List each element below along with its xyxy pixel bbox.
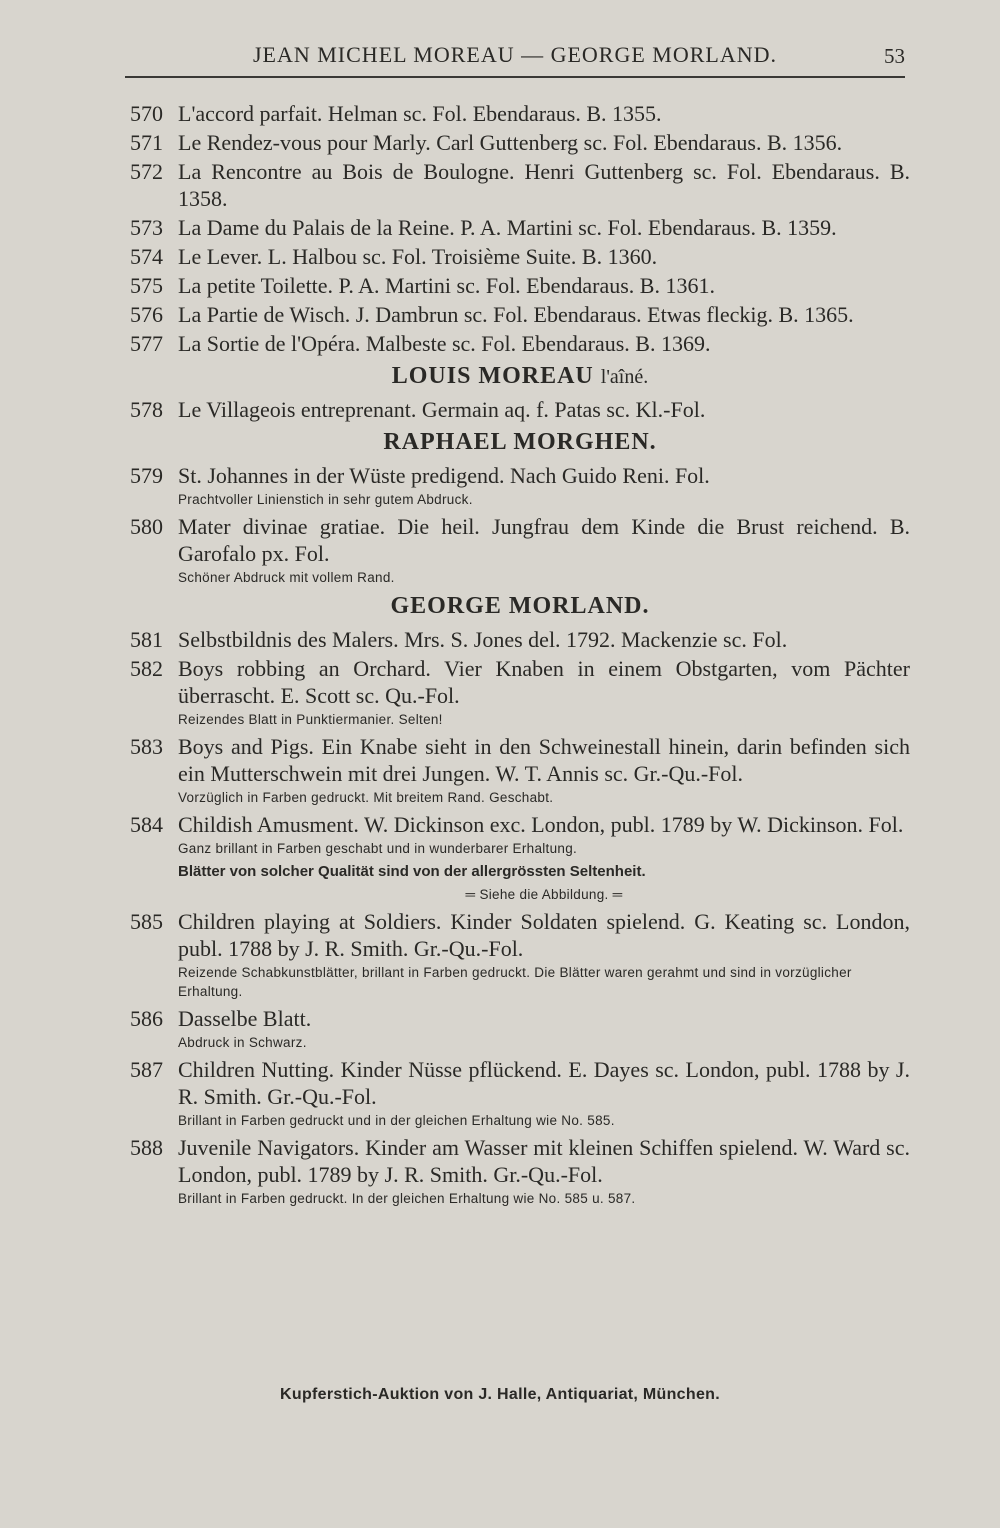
lot-577 xyxy=(130,330,910,357)
lot-description: Selbstbildnis des Malers. Mrs. S. Jones del. 1792. Mackenzie sc. Fol. xyxy=(178,627,788,652)
lot-note: Abdruck in Schwarz. xyxy=(178,1035,307,1050)
lot-description: Le Villageois entreprenant. Germain aq. f. Patas sc. Kl.-Fol. xyxy=(178,397,706,422)
lot-587 xyxy=(130,1056,910,1130)
lot-number: 575 xyxy=(130,273,163,298)
lot-note: Brillant in Farben gedruckt und in der gleichen Erhaltung wie No. 585. xyxy=(178,1113,615,1128)
header-title: JEAN MICHEL MOREAU — GEORGE MORLAND. xyxy=(252,42,778,67)
lot-588 xyxy=(130,1134,910,1208)
lot-note: Vorzüglich in Farben gedruckt. Mit breitem Rand. Geschabt. xyxy=(178,790,554,805)
lot-number: 571 xyxy=(130,130,163,155)
lot-number: 570 xyxy=(130,101,163,126)
lot-number: 573 xyxy=(130,215,163,240)
lot-description: Boys and Pigs. Ein Knabe sieht in den Schweinestall hinein, darin befinden sich ein Mutterschwein mit drei Jungen. W. T. Annis sc. Gr.-Qu.-Fol. xyxy=(178,734,910,786)
artist-name: RAPHAEL MORGHEN. xyxy=(383,429,657,455)
lot-note-rarity: Blätter von solcher Qualität sind von der allergrössten Seltenheit. xyxy=(178,863,646,880)
lot-description: Mater divinae gratiae. Die heil. Jungfrau dem Kinde die Brust reichend. B. Garofalo px. Fol. xyxy=(178,514,910,566)
lot-581 xyxy=(130,626,910,653)
lot-573 xyxy=(130,214,910,241)
lot-description: Dasselbe Blatt. xyxy=(178,1006,312,1031)
lot-number: 580 xyxy=(130,514,163,539)
page-footer: Kupferstich-Auktion von J. Halle, Antiquariat, München. xyxy=(280,1386,720,1403)
artist-name: LOUIS MOREAU xyxy=(391,363,594,389)
lot-number: 583 xyxy=(130,734,163,759)
lot-description: Le Rendez-vous pour Marly. Carl Guttenberg sc. Fol. Ebendaraus. B. 1356. xyxy=(178,130,843,155)
lot-582 xyxy=(130,655,910,729)
lot-description: La Sortie de l'Opéra. Malbeste sc. Fol. Ebendaraus. B. 1369. xyxy=(178,331,711,356)
lot-description: Boys robbing an Orchard. Vier Knaben in einem Obstgarten, vom Pächter überrascht. E. Scott sc. Qu.-Fol. xyxy=(178,656,910,708)
lot-number: 587 xyxy=(130,1057,163,1082)
artist-suffix: l'aîné. xyxy=(600,366,649,388)
page-number: 53 xyxy=(884,44,905,68)
lot-note: Schöner Abdruck mit vollem Rand. xyxy=(178,570,395,585)
lot-number: 577 xyxy=(130,331,163,356)
lot-note: Ganz brillant in Farben geschabt und in wunderbarer Erhaltung. xyxy=(178,841,578,856)
lot-number: 578 xyxy=(130,397,163,422)
lot-583 xyxy=(130,733,910,807)
lot-description: Children playing at Soldiers. Kinder Soldaten spielend. G. Keating sc. London, publ. 1788 by J. R. Smith. Gr.-Qu.-Fol. xyxy=(178,909,910,961)
lot-number: 582 xyxy=(130,656,163,681)
lot-description: Children Nutting. Kinder Nüsse pflückend. E. Dayes sc. London, publ. 1788 by J. R. Smith. Gr.-Qu.-Fol. xyxy=(178,1057,910,1109)
lot-576 xyxy=(130,301,910,328)
lot-number: 581 xyxy=(130,627,163,652)
lot-description: L'accord parfait. Helman sc. Fol. Ebendaraus. B. 1355. xyxy=(178,101,662,126)
lot-description: La Partie de Wisch. J. Dambrun sc. Fol. Ebendaraus. Etwas fleckig. B. 1365. xyxy=(178,302,854,327)
lot-description: La Dame du Palais de la Reine. P. A. Martini sc. Fol. Ebendaraus. B. 1359. xyxy=(178,215,837,240)
catalogue-body xyxy=(130,100,910,1212)
artist-heading-louis-moreau xyxy=(130,363,910,390)
lot-574 xyxy=(130,243,910,270)
lot-note: Prachtvoller Linienstich in sehr gutem Abdruck. xyxy=(178,492,473,507)
lot-580 xyxy=(130,513,910,587)
lot-number: 574 xyxy=(130,244,163,269)
lot-description: La Rencontre au Bois de Boulogne. Henri Guttenberg sc. Fol. Ebendaraus. B. 1358. xyxy=(178,159,910,211)
lot-571 xyxy=(130,129,910,156)
lot-number: 585 xyxy=(130,909,163,934)
lot-note: Reizendes Blatt in Punktiermanier. Selten! xyxy=(178,712,443,727)
lot-575 xyxy=(130,272,910,299)
lot-note: Brillant in Farben gedruckt. In der gleichen Erhaltung wie No. 585 u. 587. xyxy=(178,1191,636,1206)
lot-number: 576 xyxy=(130,302,163,327)
lot-note: Reizende Schabkunstblätter, brillant in Farben gedruckt. Die Blätter waren gerahmt und sind in vorzüglicher Erhaltung. xyxy=(178,965,852,999)
lot-572 xyxy=(130,158,910,212)
lot-584 xyxy=(130,811,910,904)
artist-heading-raphael-morghen xyxy=(130,429,910,456)
illustration-reference: ═ Siehe die Abbildung. ═ xyxy=(465,887,623,902)
running-header xyxy=(125,40,905,78)
lot-description: La petite Toilette. P. A. Martini sc. Fol. Ebendaraus. B. 1361. xyxy=(178,273,715,298)
artist-name: GEORGE MORLAND. xyxy=(390,593,650,619)
lot-number: 579 xyxy=(130,463,163,488)
lot-number: 572 xyxy=(130,159,163,184)
lot-description: Le Lever. L. Halbou sc. Fol. Troisième Suite. B. 1360. xyxy=(178,244,658,269)
lot-586 xyxy=(130,1005,910,1052)
lot-number: 584 xyxy=(130,812,163,837)
lot-description: Childish Amusment. W. Dickinson exc. London, publ. 1789 by W. Dickinson. Fol. xyxy=(178,812,904,837)
lot-description: Juvenile Navigators. Kinder am Wasser mit kleinen Schiffen spielend. W. Ward sc. London, publ. 1789 by J. R. Smith. Gr.-Qu.-Fol. xyxy=(178,1135,910,1187)
lot-number: 586 xyxy=(130,1006,163,1031)
lot-578 xyxy=(130,396,910,423)
lot-570 xyxy=(130,100,910,127)
lot-number: 588 xyxy=(130,1135,163,1160)
lot-description: St. Johannes in der Wüste predigend. Nach Guido Reni. Fol. xyxy=(178,463,710,488)
lot-579 xyxy=(130,462,910,509)
lot-585 xyxy=(130,908,910,1001)
artist-heading-george-morland xyxy=(130,593,910,620)
